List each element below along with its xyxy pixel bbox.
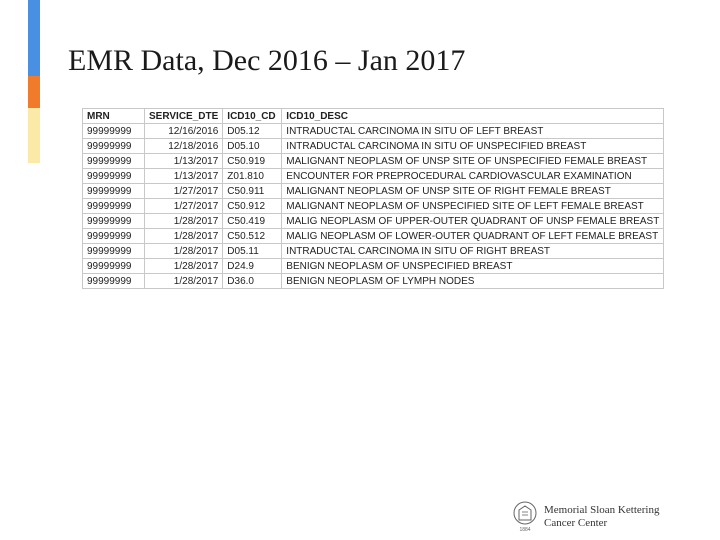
- cell-icd10-desc: INTRADUCTAL CARCINOMA IN SITU OF RIGHT BREAST: [282, 244, 664, 259]
- cell-mrn: 99999999: [83, 154, 145, 169]
- table-row: [83, 139, 664, 154]
- cell-service-dte: 1/28/2017: [145, 214, 223, 229]
- table-row: [83, 184, 664, 199]
- cell-mrn: 99999999: [83, 124, 145, 139]
- cell-service-dte: 1/13/2017: [145, 154, 223, 169]
- cell-icd10-cd: D05.12: [223, 124, 282, 139]
- cell-icd10-cd: C50.912: [223, 199, 282, 214]
- header-service-dte: SERVICE_DTE: [145, 109, 223, 124]
- cell-icd10-desc: MALIG NEOPLASM OF LOWER-OUTER QUADRANT OF LEFT FEMALE BREAST: [282, 229, 664, 244]
- cell-icd10-desc: MALIG NEOPLASM OF UPPER-OUTER QUADRANT OF UNSP FEMALE BREAST: [282, 214, 664, 229]
- cell-mrn: 99999999: [83, 214, 145, 229]
- cell-service-dte: 1/27/2017: [145, 199, 223, 214]
- cell-service-dte: 1/28/2017: [145, 229, 223, 244]
- table-row: [83, 244, 664, 259]
- cell-service-dte: 1/13/2017: [145, 169, 223, 184]
- logo-line-1: Memorial Sloan Kettering: [544, 504, 660, 516]
- cell-icd10-cd: C50.919: [223, 154, 282, 169]
- accent-bar-blue: [28, 0, 40, 76]
- accent-bar-orange: [28, 76, 40, 108]
- header-icd10-desc: ICD10_DESC: [282, 109, 664, 124]
- cell-icd10-desc: MALIGNANT NEOPLASM OF UNSPECIFIED SITE OF LEFT FEMALE BREAST: [282, 199, 664, 214]
- cell-icd10-cd: D05.11: [223, 244, 282, 259]
- cell-icd10-cd: C50.911: [223, 184, 282, 199]
- cell-service-dte: 1/28/2017: [145, 274, 223, 289]
- table-row: [83, 169, 664, 184]
- cell-icd10-cd: Z01.810: [223, 169, 282, 184]
- msk-logo: [512, 500, 659, 534]
- cell-icd10-cd: D36.0: [223, 274, 282, 289]
- cell-icd10-desc: MALIGNANT NEOPLASM OF UNSP SITE OF UNSPECIFIED FEMALE BREAST: [282, 154, 664, 169]
- table-body: [83, 124, 664, 289]
- cell-mrn: 99999999: [83, 274, 145, 289]
- table-row: [83, 199, 664, 214]
- cell-icd10-cd: D05.10: [223, 139, 282, 154]
- cell-icd10-desc: MALIGNANT NEOPLASM OF UNSP SITE OF RIGHT FEMALE BREAST: [282, 184, 664, 199]
- cell-mrn: 99999999: [83, 229, 145, 244]
- header-icd10-cd: ICD10_CD: [223, 109, 282, 124]
- table-row: [83, 214, 664, 229]
- cell-service-dte: 1/28/2017: [145, 244, 223, 259]
- cell-mrn: 99999999: [83, 199, 145, 214]
- cell-service-dte: 1/27/2017: [145, 184, 223, 199]
- cell-mrn: 99999999: [83, 184, 145, 199]
- cell-mrn: 99999999: [83, 259, 145, 274]
- cell-mrn: 99999999: [83, 139, 145, 154]
- table-row: [83, 124, 664, 139]
- cell-icd10-cd: C50.419: [223, 214, 282, 229]
- table-row: [83, 229, 664, 244]
- cell-icd10-desc: INTRADUCTAL CARCINOMA IN SITU OF LEFT BREAST: [282, 124, 664, 139]
- table-row: [83, 154, 664, 169]
- cell-service-dte: 1/28/2017: [145, 259, 223, 274]
- accent-bar-cream: [28, 108, 40, 163]
- cell-mrn: 99999999: [83, 244, 145, 259]
- emr-table-container: [82, 108, 664, 289]
- seal-year: 1884: [519, 527, 531, 533]
- cell-icd10-cd: D24.9: [223, 259, 282, 274]
- logo-line-2: Cancer Center: [544, 517, 608, 529]
- cell-service-dte: 12/16/2016: [145, 124, 223, 139]
- slide-title: EMR Data, Dec 2016 – Jan 2017: [68, 44, 466, 77]
- cell-icd10-cd: C50.512: [223, 229, 282, 244]
- cell-icd10-desc: INTRADUCTAL CARCINOMA IN SITU OF UNSPECIFIED BREAST: [282, 139, 664, 154]
- cell-icd10-desc: BENIGN NEOPLASM OF UNSPECIFIED BREAST: [282, 259, 664, 274]
- cell-icd10-desc: BENIGN NEOPLASM OF LYMPH NODES: [282, 274, 664, 289]
- header-mrn: MRN: [83, 109, 145, 124]
- cell-icd10-desc: ENCOUNTER FOR PREPROCEDURAL CARDIOVASCULAR EXAMINATION: [282, 169, 664, 184]
- cell-service-dte: 12/18/2016: [145, 139, 223, 154]
- table-row: [83, 259, 664, 274]
- table-row: [83, 274, 664, 289]
- table-header-row: [83, 109, 664, 124]
- emr-table: [82, 108, 664, 289]
- cell-mrn: 99999999: [83, 169, 145, 184]
- msk-seal-icon: [512, 500, 538, 534]
